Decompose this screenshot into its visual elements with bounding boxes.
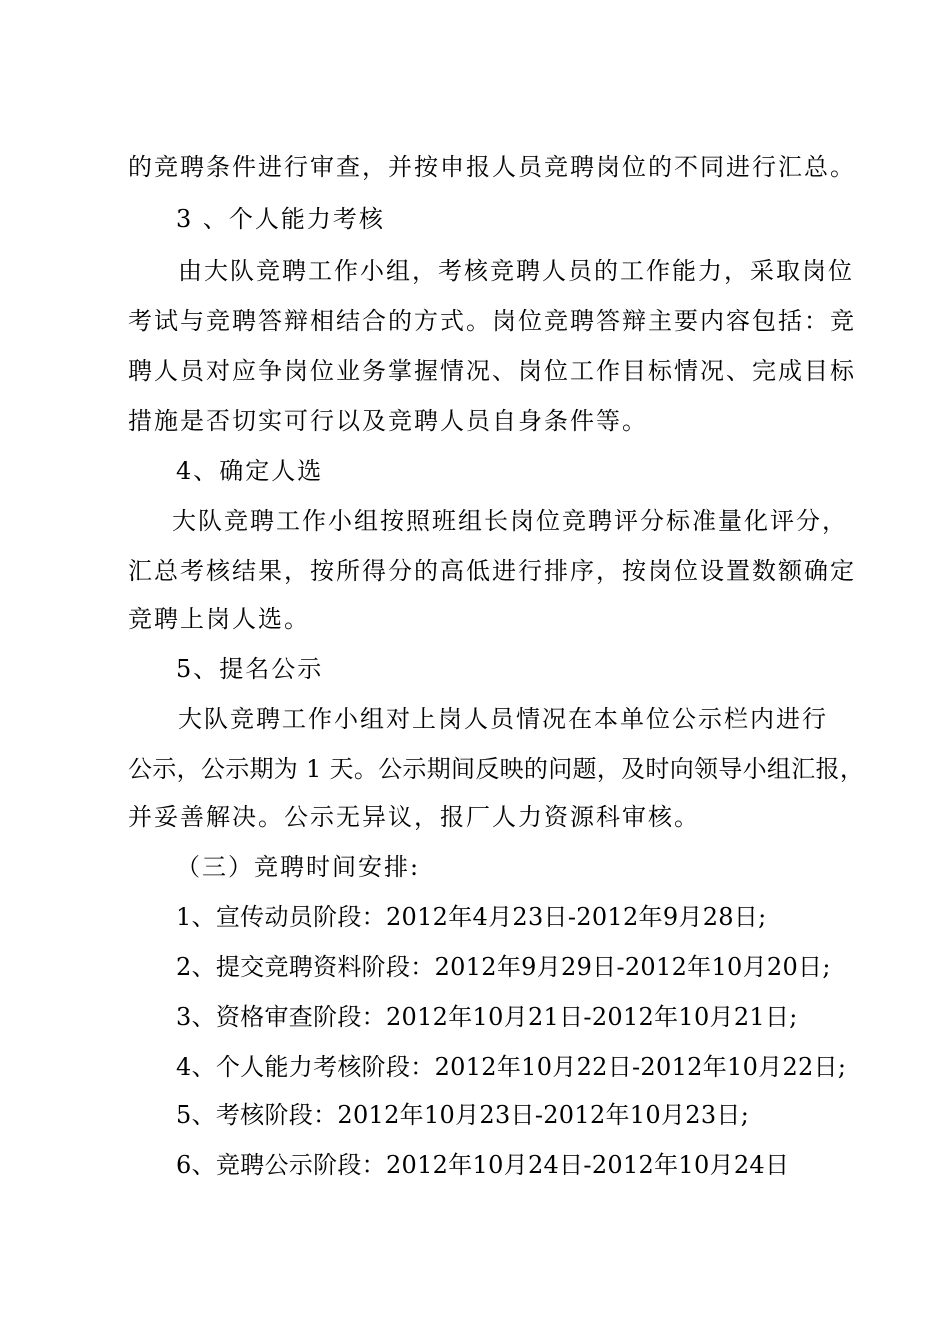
section-heading-schedule: （三）竞聘时间安排:: [176, 853, 421, 881]
paragraph-line-10: 竞聘上岗人选。: [128, 605, 310, 633]
paragraph-line-3: 由大队竞聘工作小组，考核竞聘人员的工作能力，采取岗位: [178, 257, 854, 285]
paragraph-line-4: 考试与竞聘答辩相结合的方式。岗位竞聘答辩主要内容包括：竞: [128, 307, 856, 335]
schedule-item-1: 1、宣传动员阶段：2012年4月23日-2012年9月28日;: [176, 903, 767, 931]
paragraph-line-8: 大队竞聘工作小组按照班组长岗位竞聘评分标准量化评分，: [172, 507, 848, 535]
schedule-item-2: 2、提交竞聘资料阶段：2012年9月29日-2012年10月20日;: [176, 953, 831, 981]
paragraph-line-12: 大队竞聘工作小组对上岗人员情况在本单位公示栏内进行: [178, 705, 828, 733]
section-heading-5: 5、提名公示: [176, 655, 324, 683]
paragraph-line-14: 并妥善解决。公示无异议，报厂人力资源科审核。: [128, 803, 700, 831]
section-heading-4: 4、确定人选: [176, 457, 324, 485]
paragraph-line-5: 聘人员对应争岗位业务掌握情况、岗位工作目标情况、完成目标: [128, 357, 856, 385]
schedule-item-5: 5、考核阶段：2012年10月23日-2012年10月23日;: [176, 1101, 750, 1129]
schedule-item-4: 4、个人能力考核阶段：2012年10月22日-2012年10月22日;: [176, 1053, 847, 1081]
paragraph-line-6: 措施是否切实可行以及竞聘人员自身条件等。: [128, 407, 648, 435]
paragraph-line-13: 公示，公示期为 1 天。公示期间反映的问题，及时向领导小组汇报，: [128, 755, 865, 783]
schedule-item-3: 3、资格审查阶段：2012年10月21日-2012年10月21日;: [176, 1003, 798, 1031]
paragraph-line-9: 汇总考核结果，按所得分的高低进行排序，按岗位设置数额确定: [128, 557, 856, 585]
paragraph-line-1: 的竞聘条件进行审查，并按申报人员竞聘岗位的不同进行汇总。: [128, 153, 856, 181]
section-heading-3: 3 、个人能力考核: [176, 205, 385, 233]
schedule-item-6: 6、竞聘公示阶段：2012年10月24日-2012年10月24日: [176, 1151, 790, 1179]
